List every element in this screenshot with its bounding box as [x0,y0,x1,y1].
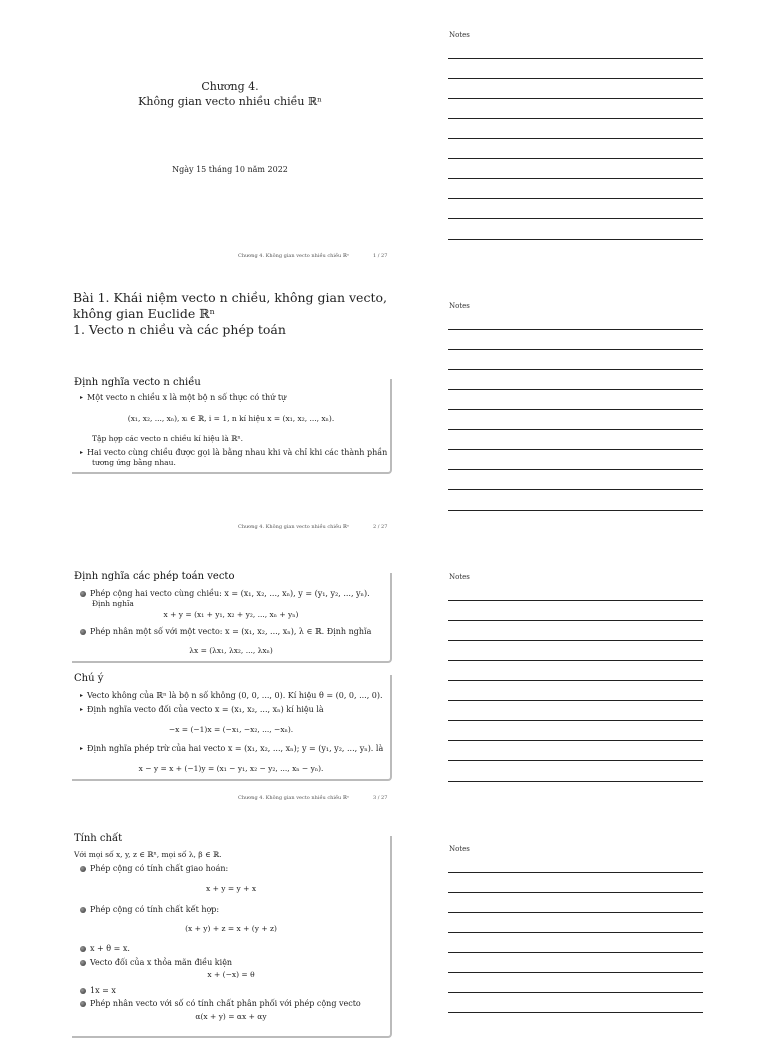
formula: λx = (λx₁, λx₂, ..., λxₙ) [189,646,273,655]
item-text: 1x = x [90,986,116,995]
item-text: Vecto đối của x thỏa mãn điều kiện [90,958,233,967]
chapter-title: Không gian vecto nhiều chiều ℝⁿ [138,95,322,108]
item-text: Vecto không của ℝⁿ là bộ n số không (0, 0, ..., 0). Kí hiệu θ = (0, 0, ..., 0). [87,691,383,700]
item-text: Phép cộng có tính chất kết hợp: [90,905,220,914]
list-item: ▸ Vecto không của ℝⁿ là bộ n số không (0, 0, ..., 0). Kí hiệu θ = (0, 0, ..., 0). [80,691,383,700]
item-text: Một vecto n chiều x là một bộ n số thực có thứ tự [87,393,287,402]
footer-text: Chương 4. Không gian vecto nhiều chiều ℝⁿ [238,524,350,530]
formula: α(x + y) = αx + αy [195,1012,267,1021]
item-continuation: Định nghĩa [92,599,134,608]
formula: −x = (−1)x = (−x₁, −x₂, ..., −xₙ). [168,725,294,734]
item-text: Định nghĩa phép trừ của hai vecto x = (x₁, x₂, ..., xₙ); y = (y₁, y₂, ..., yₙ). là [87,744,384,753]
notes-label: Notes [449,573,470,581]
item-text: Hai vecto cùng chiều được gọi là bằng nhau khi và chỉ khi các thành phần [87,448,388,457]
list-item: ▸ Định nghĩa phép trừ của hai vecto x = (x₁, x₂, ..., xₙ); y = (y₁, y₂, ..., yₙ). là [80,744,384,753]
slide-1 [60,0,400,270]
heading-line-1: Bài 1. Khái niệm vecto n chiều, không gian vecto, [73,290,387,305]
heading-line-3: 1. Vecto n chiều và các phép toán [73,322,286,337]
notes-label: Notes [449,31,470,39]
formula: x + y = (x₁ + y₁, x₂ + y₂, ..., xₙ + yₙ) [163,610,299,619]
notes-label: Notes [449,302,470,310]
item-text: Phép nhân vecto với số có tính chất phân phối với phép cộng vecto [90,999,361,1008]
block-title: Định nghĩa các phép toán vecto [74,571,235,582]
item-text: Phép cộng có tính chất giao hoán: [90,864,229,873]
list-item [80,958,232,968]
formula: x + (−x) = θ [207,970,255,979]
footer-text: Chương 4. Không gian vecto nhiều chiều ℝⁿ [238,795,350,801]
formula: (x₁, x₂, ..., xₙ), xᵢ ∈ ℝ, i = 1, n kí hiệu x = (x₁, x₂, ..., xₙ). [127,414,335,423]
formula: (x + y) + z = x + (y + z) [185,924,277,933]
date: Ngày 15 tháng 10 năm 2022 [172,165,288,174]
list-item [80,627,390,637]
list-item [80,999,390,1009]
list-item [80,864,228,874]
item-text: Phép cộng hai vecto cùng chiều: x = (x₁, x₂, ..., xₙ), y = (y₁, y₂, ..., yₙ). [90,589,370,598]
list-item: ▸ Một vecto n chiều x là một bộ n số thực có thứ tự [80,393,287,402]
footer-text: Chương 4. Không gian vecto nhiều chiều ℝⁿ [238,253,350,259]
page-number: 1 / 27 [373,253,388,259]
list-item [80,986,116,996]
item-text: Phép nhân một số với một vecto: x = (x₁, x₂, ..., xₙ), λ ∈ ℝ. Định nghĩa [90,627,372,636]
heading-line-2: không gian Euclide ℝⁿ [73,306,215,321]
chapter-label: Chương 4. [201,80,259,93]
page-number: 2 / 27 [373,524,388,530]
item-text: Định nghĩa vecto đối của vecto x = (x₁, x₂, ..., xₙ) kí hiệu là [87,705,324,714]
list-item: ▸ Định nghĩa vecto đối của vecto x = (x₁, x₂, ..., xₙ) kí hiệu là [80,705,324,714]
list-item [80,905,219,915]
formula: x + y = y + x [205,884,257,893]
section-heading [73,290,413,338]
page-number: 3 / 27 [373,795,388,801]
block-title: Định nghĩa vecto n chiều [74,377,201,388]
list-item: ▸ Hai vecto cùng chiều được gọi là bằng nhau khi và chỉ khi các thành phần [80,448,388,457]
item-text: x + θ = x. [90,944,130,953]
set-note: Tập hợp các vecto n chiều kí hiệu là ℝⁿ. [92,434,244,443]
list-item [80,944,130,954]
note-title: Chú ý [74,673,104,684]
block-title: Tính chất [74,833,123,844]
formula: x − y = x + (−1)y = (x₁ − y₁, x₂ − y₂, ..., xₙ − yₙ). [138,764,324,773]
notes-label: Notes [449,845,470,853]
item-continuation: tương ứng bằng nhau. [92,458,176,467]
list-item [80,589,390,599]
intro-text: Với mọi số x, y, z ∈ ℝⁿ, mọi số λ, β ∈ ℝ. [74,850,222,859]
